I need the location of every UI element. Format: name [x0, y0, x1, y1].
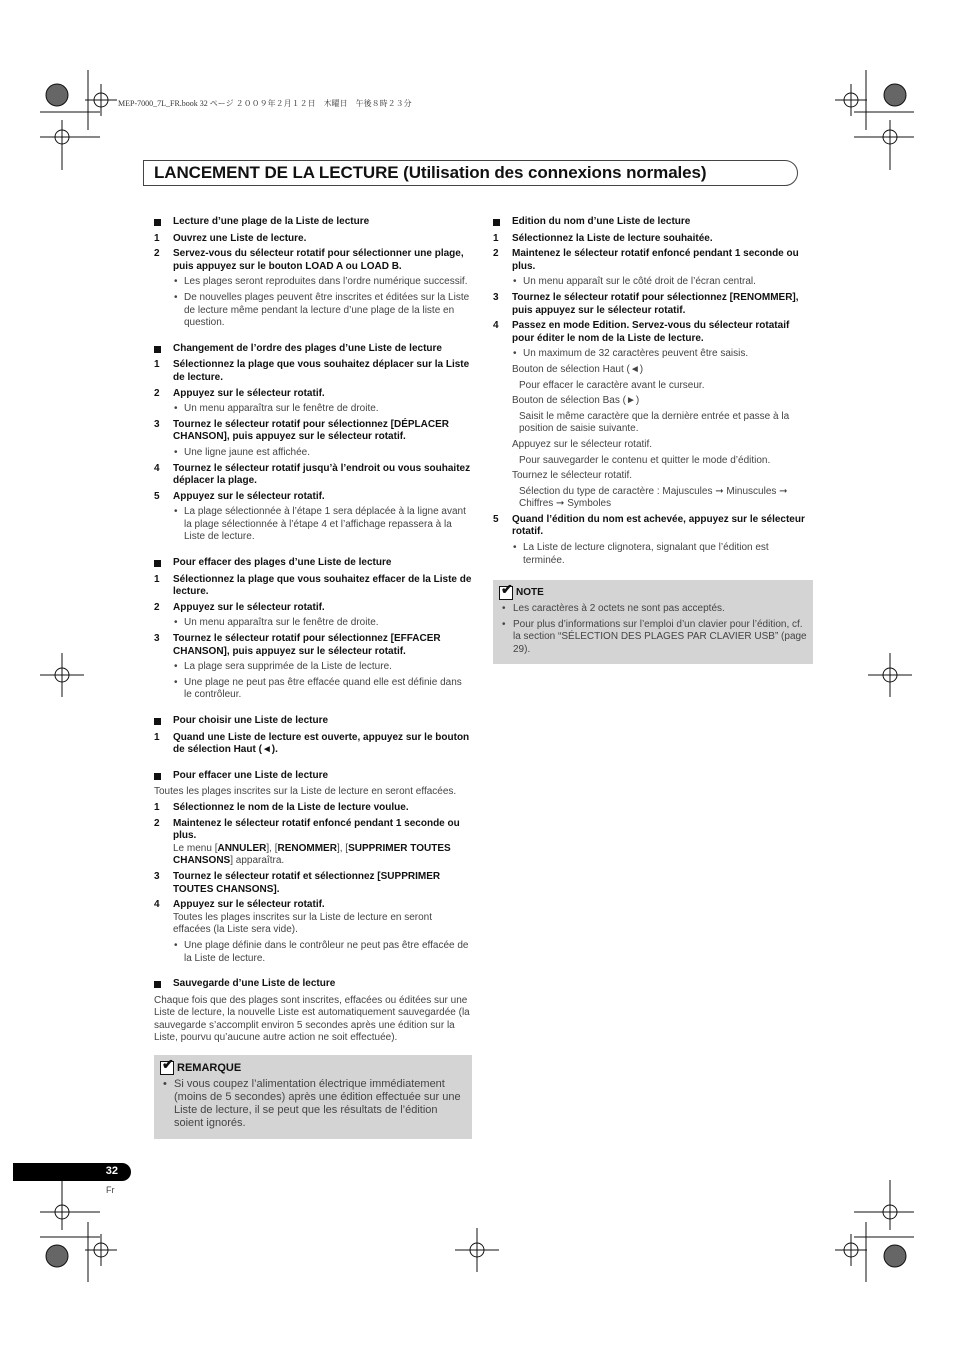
- step-text: Tournez le sélecteur rotatif pour sélectionnez [DÉPLACER CHANSON], puis appuyez sur le sélecteur rotatif.: [173, 418, 449, 443]
- bullet: • La Liste de lecture clignotera, signalant que l’édition est terminée.: [493, 542, 813, 567]
- step-text: Tournez le sélecteur rotatif pour sélectionnez [RENOMMER], puis appuyez sur le sélecteur rotatif.: [512, 291, 799, 316]
- page-title-box: [143, 160, 798, 186]
- step-text: Sélectionnez la Liste de lecture souhaitée.: [512, 232, 713, 244]
- page-number-tab: [13, 1163, 131, 1181]
- bullet: • Les plages seront reproduites dans l’ordre numérique successif.: [154, 276, 472, 289]
- control-label: Bouton de sélection Haut (◄): [512, 363, 644, 375]
- step: [154, 871, 472, 896]
- paragraph: Toutes les plages inscrites sur la Liste de lecture en seront effacées (la Liste sera vide).: [173, 911, 433, 936]
- step-text: Maintenez le sélecteur rotatif enfoncé pendant 1 seconde ou plus.: [173, 817, 460, 842]
- remarque-label: REMARQUE: [177, 1061, 242, 1074]
- step-number: 4: [154, 462, 160, 474]
- step-number: 4: [493, 320, 499, 332]
- step-text: Sélectionnez le nom de la Liste de lecture voulue.: [173, 801, 409, 813]
- step-text: Appuyez sur le sélecteur rotatif.: [173, 899, 325, 911]
- menu-option-renommer: RENOMMER: [277, 842, 337, 854]
- step-text: Appuyez sur le sélecteur rotatif.: [173, 490, 325, 502]
- step-text: Ouvrez une Liste de lecture.: [173, 232, 307, 244]
- note-label: NOTE: [516, 586, 544, 598]
- step: [154, 732, 472, 757]
- step: [154, 818, 472, 843]
- step-number: 3: [154, 870, 160, 882]
- control-description: Sélection du type de caractère : Majuscules ➞ Minuscules ➞ Chiffres ➞ Symboles: [519, 485, 788, 510]
- section-heading: Sauvegarde d’une Liste de lecture: [154, 978, 472, 991]
- step-text: Maintenez le sélecteur rotatif enfoncé pendant 1 seconde ou plus.: [512, 248, 799, 272]
- step-text: Quand l’édition du nom est achevée, appuyez sur le sélecteur rotatif.: [512, 513, 805, 538]
- step: [154, 359, 472, 384]
- menu-option-supprimer: SUPPRIMER TOUTES CHANSONS: [173, 842, 451, 867]
- language-code: Fr: [106, 1185, 115, 1195]
- section-heading: Changement de l’ordre des plages d’une Liste de lecture: [154, 343, 472, 356]
- control-description: Saisit le même caractère que la dernière entrée et passe à la position de saisie suivante.: [519, 410, 790, 435]
- step-text: Appuyez sur le sélecteur rotatif.: [173, 601, 325, 613]
- section-heading: Lecture d’une plage de la Liste de lecture: [154, 216, 472, 229]
- paragraph: Chaque fois que des plages sont inscrites, effacées ou éditées sur une Liste de lecture, la nouvelle Liste est automatiquement sauvegardée (la sauvegarde s’accomplit environ 5 secondes après une édition sur la Liste, pourvu qu’aucune autre action ne soit effectuée).: [154, 994, 470, 1044]
- step-number: 2: [493, 248, 499, 260]
- step: [154, 802, 472, 815]
- bullet: • Un maximum de 32 caractères peuvent être saisis.: [493, 348, 813, 361]
- note-box: [493, 580, 813, 663]
- step: [493, 292, 813, 317]
- step-number: 1: [154, 573, 160, 585]
- step-number: 1: [493, 232, 499, 244]
- step-number: 2: [154, 817, 160, 829]
- control-label: Bouton de sélection Bas (►): [512, 395, 640, 407]
- step-text: Passez en mode Edition. Servez-vous du sélecteur rotataif pour éditer le nom de la Liste de lecture.: [512, 320, 790, 344]
- checkmark-icon: [499, 586, 513, 600]
- step: [154, 248, 472, 273]
- step-number: 2: [154, 601, 160, 613]
- checkmark-icon: [160, 1061, 174, 1075]
- section-heading: Edition du nom d’une Liste de lecture: [493, 216, 813, 229]
- step-text: Tournez le sélecteur rotatif pour sélectionnez [EFFACER CHANSON], puis appuyez sur le sélecteur rotatif.: [173, 633, 441, 657]
- step-text: Tournez le sélecteur rotatif jusqu’à l’endroit ou vous souhaitez déplacer la plage.: [173, 462, 471, 487]
- page-number: 32: [105, 1165, 118, 1177]
- step: [493, 514, 813, 539]
- right-column: [493, 216, 813, 664]
- step-number: 2: [154, 387, 160, 399]
- step-number: 1: [154, 731, 160, 743]
- step-text: Quand une Liste de lecture est ouverte, appuyez sur le bouton de sélection Haut (◄).: [173, 731, 470, 756]
- bullet: • Les caractères à 2 octets ne sont pas acceptés.: [499, 603, 807, 616]
- step: [154, 633, 472, 658]
- step: [493, 320, 813, 345]
- step-text: Appuyez sur le sélecteur rotatif.: [173, 387, 325, 399]
- step-text: Servez-vous du sélecteur rotatif pour sélectionner une plage, puis appuyez sur le bouton LOAD A ou LOAD B.: [173, 248, 464, 272]
- section-heading: Pour effacer des plages d’une Liste de lecture: [154, 557, 472, 570]
- remarque-heading: [160, 1061, 466, 1075]
- step: [154, 602, 472, 615]
- step: [493, 248, 813, 273]
- step: [154, 233, 472, 246]
- book-header: MEP-7000_7L_FR.book 32 ページ ２００９年２月１２日 木曜日 午後８時２３分: [118, 99, 412, 108]
- page-title: [144, 161, 797, 183]
- paragraph: Toutes les plages inscrites sur la Liste de lecture en seront effacées.: [154, 786, 457, 798]
- step-number: 5: [493, 513, 499, 525]
- step-text: Sélectionnez la plage que vous souhaitez effacer de la Liste de lecture.: [173, 573, 472, 598]
- step-number: 5: [154, 490, 160, 502]
- step: [154, 388, 472, 401]
- bullet: • Un menu apparaîtra sur le fenêtre de droite.: [154, 617, 472, 630]
- section-heading: Pour choisir une Liste de lecture: [154, 715, 472, 728]
- step: [154, 491, 472, 504]
- page-title-sub: (Utilisation des connexions normales): [398, 163, 707, 182]
- step-number: 3: [154, 633, 160, 645]
- menu-description: Le menu [ANNULER], [RENOMMER], [SUPPRIMER TOUTES CHANSONS] apparaîtra.: [173, 842, 451, 867]
- left-column: [154, 216, 472, 1139]
- page-title-main: LANCEMENT DE LA LECTURE: [154, 163, 399, 182]
- step-number: 2: [154, 248, 160, 260]
- step-number: 3: [493, 291, 499, 303]
- section-heading: Pour effacer une Liste de lecture: [154, 770, 472, 783]
- step: [493, 233, 813, 246]
- bullet: • Un menu apparaît sur le côté droit de l’écran central.: [493, 276, 813, 289]
- remarque-box: [154, 1055, 472, 1139]
- step: [154, 899, 472, 912]
- bullet: • La plage sera supprimée de la Liste de lecture.: [154, 661, 472, 674]
- bullet: • Une plage ne peut pas être effacée quand elle est définie dans le contrôleur.: [154, 677, 472, 702]
- step-number: 1: [154, 232, 160, 244]
- bullet: • Un menu apparaîtra sur le fenêtre de droite.: [154, 403, 472, 416]
- bullet: • Une plage définie dans le contrôleur ne peut pas être effacée de la Liste de lecture.: [154, 940, 472, 965]
- step-number: 1: [154, 801, 160, 813]
- bullet: • Si vous coupez l’alimentation électrique immédiatement (moins de 5 secondes) après une édition effectuée sur une Liste de lecture, il se peut que les résultats de l’édition soient ignorés.: [160, 1078, 466, 1130]
- step-number: 3: [154, 418, 160, 430]
- note-heading: [499, 586, 807, 600]
- step-text: Sélectionnez la plage que vous souhaitez déplacer sur la Liste de lecture.: [173, 359, 470, 383]
- bullet: • La plage sélectionnée à l’étape 1 sera déplacée à la ligne avant la plage sélectionnée à l’étape 4 et l’affichage repassera à la Liste de lecture.: [154, 506, 472, 544]
- control-label: Tournez le sélecteur rotatif.: [512, 470, 633, 482]
- control-description: Pour sauvegarder le contenu et quitter le mode d’édition.: [519, 454, 771, 466]
- menu-option-annuler: ANNULER: [217, 842, 267, 854]
- control-description: Pour effacer le caractère avant le curseur.: [519, 379, 705, 391]
- step-number: 1: [154, 359, 160, 371]
- step: [154, 574, 472, 599]
- bullet: • Une ligne jaune est affichée.: [154, 447, 472, 460]
- step: [154, 419, 472, 444]
- step-number: 4: [154, 899, 160, 911]
- bullet: • Pour plus d’informations sur l’emploi d’un clavier pour l’édition, cf. la section “SÉLECTION DES PLAGES PAR CLAVIER USB” (page 29).: [499, 619, 807, 657]
- step-text: Tournez le sélecteur rotatif et sélectionnez [SUPPRIMER TOUTES CHANSONS].: [173, 870, 441, 895]
- bullet: • De nouvelles plages peuvent être inscrites et éditées sur la Liste de lecture même pendant la lecture d’une plage de la liste en question.: [154, 292, 472, 330]
- control-label: Appuyez sur le sélecteur rotatif.: [512, 438, 653, 450]
- step: [154, 463, 472, 488]
